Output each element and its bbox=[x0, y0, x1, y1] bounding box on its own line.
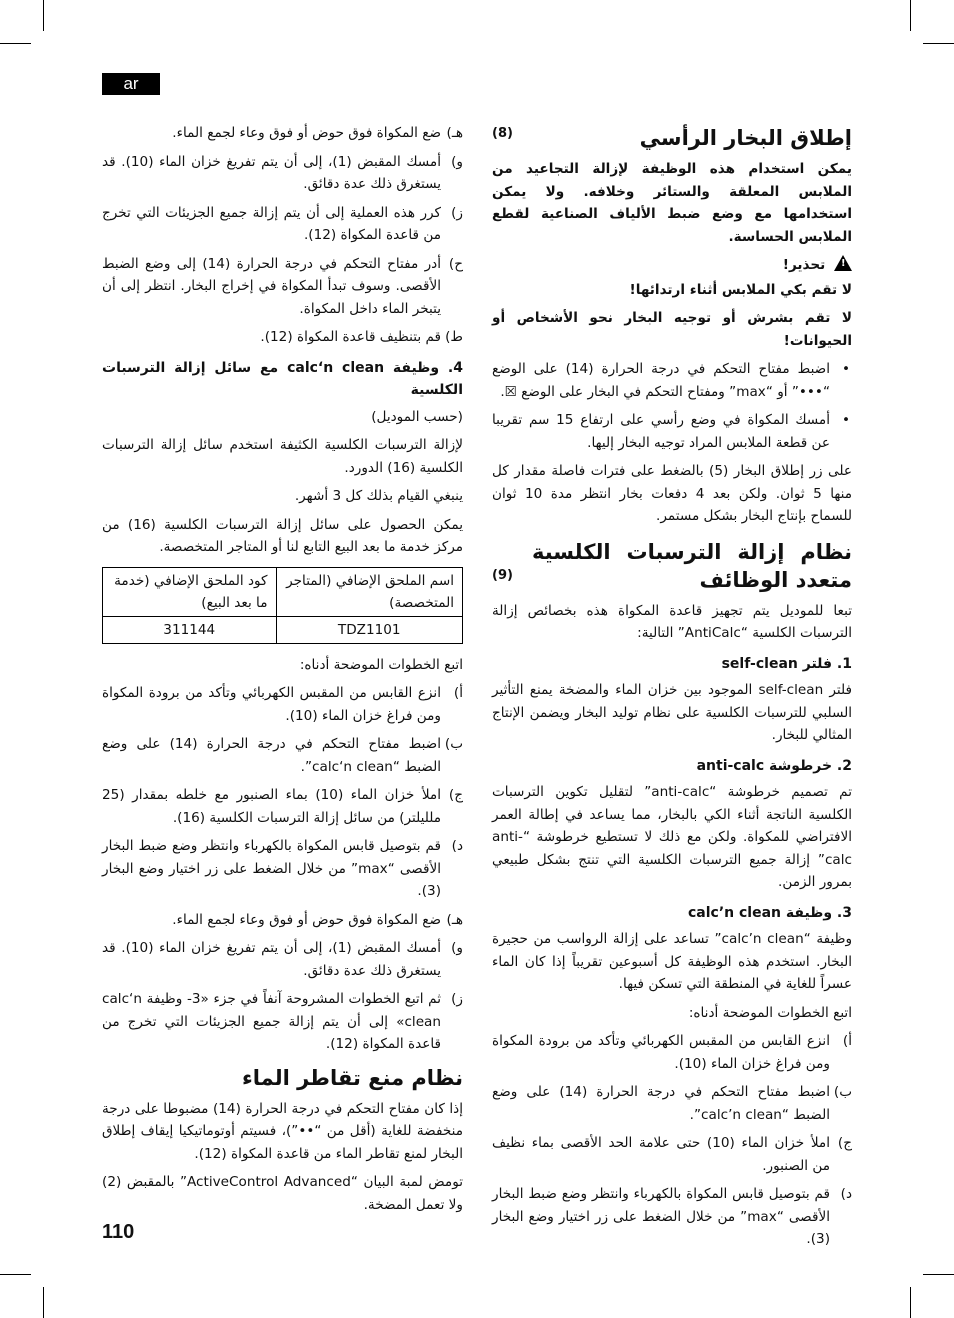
crop-mark bbox=[43, 1287, 44, 1318]
list-marker: أ) bbox=[453, 685, 463, 701]
list-item-text: انزع القابس من المقبس الكهربائي وتأكد من برودة المكواة ومن فراغ خزان الماء (10). bbox=[102, 685, 441, 724]
list-item-text: اضبط مفتاح التحكم في درجة الحرارة (14) على وضع الضبط “calc‘n clean”. bbox=[102, 736, 441, 775]
list-marker: ج) bbox=[448, 787, 463, 803]
list-marker: و) bbox=[451, 940, 463, 956]
list-item-text: قم بتوصيل قابس المكواة بالكهرباء وانتظر وضع ضبط البخار الأقصى “max” من خلال الضغط على زر اختيار وضع البخار (3). bbox=[492, 1186, 830, 1247]
bullet-item: • اضبط مفتاح التحكم في درجة الحرارة (14) على الوضع “•••” أو “max” ومفتاح التحكم في البخار على الوضع ☒. bbox=[492, 358, 852, 403]
function4-paragraph: ينبغي القيام بذلك كل 3 أشهر. bbox=[294, 488, 463, 504]
list-item bbox=[102, 909, 463, 932]
list-marker: ز) bbox=[451, 204, 463, 221]
list-marker: ز) bbox=[451, 991, 463, 1007]
warning-label: تحذير! bbox=[782, 257, 826, 273]
steps-intro: اتبع الخطوات الموضحة أدناه: bbox=[688, 1004, 852, 1021]
list-marker: د) bbox=[451, 838, 463, 854]
crop-mark bbox=[0, 1274, 31, 1275]
list-marker: هـ) bbox=[446, 125, 463, 141]
anticalc-heading: 2. خرطوشة anti-calc bbox=[696, 757, 852, 774]
left-column bbox=[102, 122, 464, 1213]
list-marker: ب) bbox=[444, 736, 463, 752]
crop-mark bbox=[923, 1274, 954, 1275]
accessory-table bbox=[102, 567, 463, 644]
language-tab: ar bbox=[102, 73, 160, 95]
table-header: اسم الملحق الإضافي (المتاجر المتخصصة) bbox=[276, 567, 463, 616]
crop-mark bbox=[0, 43, 31, 44]
calc-title-text: نظام إزالة الترسبات الكلسية متعدد الوظائف bbox=[532, 539, 852, 592]
warning-line-2: لا تقم بشرش أو توجيه البخار نحو الأشخاص أو الحيوانات! bbox=[492, 310, 852, 349]
list-item-text: قم بتوصيل قابس المكواة بالكهرباء وانتظر وضع ضبط البخار الأقصى “max” من خلال الضغط على زر اختيار وضع البخار (3). bbox=[102, 838, 441, 899]
warning-heading bbox=[492, 254, 852, 277]
calcnclean-heading: 3. وظيفة calc’n clean bbox=[687, 904, 852, 921]
steps-intro: اتبع الخطوات الموضحة أدناه: bbox=[299, 656, 463, 673]
warning-triangle-icon bbox=[834, 255, 852, 271]
list-item bbox=[492, 1132, 852, 1177]
bullet-item: • أمسك المكواة في وضع رأسي على ارتفاع 15 سم تقريبا عن قطعة الملابس المراد توجيه البخار إليها. bbox=[492, 409, 852, 454]
list-item-text: ثم اتبع الخطوات المشروحة آنفاً في جزء «3- وظيفة calc‘n clean» إلى أن يتم إزالة جميع الجزيئات التي تخرج من قاعدة المكواة (12). bbox=[102, 991, 441, 1052]
table-header-row bbox=[103, 567, 463, 616]
list-item-text: ضع المكواة فوق حوض أو فوق وعاء لجمع الماء. bbox=[172, 911, 441, 928]
list-item bbox=[102, 253, 463, 321]
list-marker: ط) bbox=[445, 329, 463, 345]
list-item-text: أمسك المقبض (1)، إلى أن يتم تفريغ خزان الماء (10). قد يستغرق ذلك عدة دقائق. bbox=[102, 940, 441, 979]
warning-line-1: لا تقم بكي الملابس أثناء ارتدائها! bbox=[629, 281, 852, 298]
list-item bbox=[102, 784, 463, 829]
list-item bbox=[492, 1183, 852, 1251]
steam-section-title bbox=[492, 124, 852, 152]
steam-intro: يمكن استخدام هذه الوظيفة لإزالة التجاعيد من الملابس المعلقة والستائر وخلافه. ولا يمكن استخدامها مع وضع ضبط الألياف الصناعية لقطع الملابس الحساسة. bbox=[492, 161, 852, 245]
selfclean-heading: 1. فلتر self-clean bbox=[721, 655, 852, 672]
list-item-text: أدر مفتاح التحكم في درجة الحرارة (14) إلى وضع الضبط الأقصى. وسوف تبدأ المكواة في إخراج البخار. انتظر إلى أن يتبخر الماء داخل المكواة. bbox=[102, 255, 441, 317]
function4-paragraph: يمكن الحصول على سائل إزالة الترسبات الكلسية (16) من مركز خدمة ما بعد البيع التابع لنا أو المتاجر المتخصصة. bbox=[102, 516, 463, 555]
list-item bbox=[102, 151, 463, 196]
list-item bbox=[102, 122, 463, 145]
steam-title-text: إطلاق البخار الرأسي bbox=[639, 126, 852, 150]
anti-drip-title: نظام منع تقاطر الماء bbox=[242, 1065, 463, 1090]
anticalc-text: تم تصميم خرطوشة “anti-calc” لتقليل تكوين الترسبات الكلسية الناتجة أثناء الكي بالبخار، مما يساعد في إطالة العمر الافتراضي للمكواة. ولكن مع ذلك لا تستطيع خرطوشة “anti-calc” إزالة جميع الترسبات الكلسية التي تنتج بشكل طبيعي بمرور الزمن. bbox=[492, 784, 852, 890]
list-item bbox=[102, 202, 463, 247]
list-item bbox=[492, 1081, 852, 1126]
anti-drip-paragraph: إذا كان مفتاح التحكم في درجة الحرارة (14) مضبوطا على درجة منخفضة للغاية (أقل من “••”)، فسيتم أوتوماتيكيا إيقاف إطلاق البخار لمنع تقاطر الماء من قاعدة المكواة (12). bbox=[102, 1100, 463, 1162]
list-item-text: اضبط مفتاح التحكم في درجة الحرارة (14) على وضع الضبط “calc’n clean”. bbox=[492, 1084, 830, 1123]
list-marker: هـ) bbox=[446, 911, 463, 928]
function4-subtitle: (حسب الموديل) bbox=[371, 408, 463, 425]
crop-mark bbox=[910, 1287, 911, 1318]
list-item-text: املأ خزان الماء (10) حتى علامة الحد الأقصى بماء نظيف من الصنبور. bbox=[492, 1135, 830, 1174]
list-item-text: أمسك المقبض (1)، إلى أن يتم تفريغ خزان الماء (10). قد يستغرق ذلك عدة دقائق. bbox=[102, 153, 441, 192]
function4-heading: 4. وظيفة calc‘n clean مع سائل إزالة الترسبات الكلسية bbox=[102, 359, 463, 398]
calc-section-title bbox=[492, 538, 852, 594]
list-item-text: ضع المكواة فوق حوض أو فوق وعاء لجمع الماء. bbox=[172, 125, 441, 141]
list-item bbox=[102, 326, 463, 349]
list-item-text: كرر هذه العملية إلى أن يتم إزالة جميع الجزيئات التي تخرج من قاعدة المكواة (12). bbox=[102, 204, 441, 243]
list-marker: و) bbox=[451, 153, 463, 170]
list-item-text: املأ خزان الماء (10) بماء الصنبور مع خلطه بمقدار (25 ملليلتر) من سائل إزالة الترسبات الكلسية (16). bbox=[102, 787, 441, 826]
crop-mark bbox=[910, 0, 911, 31]
list-marker: ح) bbox=[448, 255, 463, 272]
list-item bbox=[102, 835, 463, 903]
table-row bbox=[103, 616, 463, 643]
table-cell: 311144 bbox=[103, 616, 277, 643]
steam-figure-ref: (8) bbox=[492, 126, 513, 141]
list-item-text: قم بتنظيف قاعدة المكواة (12). bbox=[260, 329, 441, 345]
selfclean-text: فلتر self-clean الموجود بين خزان الماء والمضخة يمنع التأثير السلبي للترسبات الكلسية على نظام توليد البخار ويضمن الإنتاج المثالي للبخار. bbox=[492, 682, 852, 743]
list-item bbox=[102, 937, 463, 982]
list-marker: ب) bbox=[833, 1084, 852, 1100]
calc-figure-ref: (9) bbox=[492, 567, 513, 583]
list-marker: ج) bbox=[837, 1135, 852, 1151]
list-marker: أ) bbox=[842, 1033, 852, 1049]
anti-drip-paragraph: تومض لمبة البيان “ActiveControl Advanced” بالمقبض (2) ولا تعمل المضخة. bbox=[102, 1174, 464, 1213]
table-header: كود الملحق الإضافي (خدمة ما بعد البيع) bbox=[103, 567, 277, 616]
right-column bbox=[492, 122, 853, 1247]
list-item-text: انزع القابس من المقبس الكهربائي وتأكد من برودة المكواة ومن فراغ خزان الماء (10). bbox=[492, 1033, 830, 1072]
calcnclean-text: وظيفة “calc’n clean” تساعد على إزالة الرواسب من حجيرة البخار. استخدم هذه الوظيفة كل أسبوعين تقريباً إذا كان الماء عسراً للغاية في المنطقة التي تسكن فيها. bbox=[492, 931, 853, 992]
list-item bbox=[102, 988, 463, 1056]
crop-mark bbox=[43, 0, 44, 31]
list-item bbox=[102, 682, 463, 727]
crop-mark bbox=[923, 43, 954, 44]
function4-paragraph: لإزالة الترسبات الكلسية الكثيفة استخدم سائل إزالة الترسبات الكلسية (16) الدورد. bbox=[102, 437, 463, 476]
steam-paragraph: على زر إطلاق البخار (5) بالضغط على فترات فاصلة مقدار كل منها 5 ثوان. ولكن بعد 4 دفعات بخار انتظر مدة 10 ثوان للسماح بإنتاج البخار بشكل مستمر. bbox=[492, 463, 852, 524]
calc-intro: تبعا للموديل يتم تجهيز قاعدة المكواة هذه بخصائص إزالة الترسبات الكلسية “AntiCalc” التالية: bbox=[492, 602, 852, 641]
table-cell: TDZ1101 bbox=[276, 616, 463, 643]
list-item bbox=[492, 1030, 852, 1075]
list-marker: د) bbox=[840, 1186, 852, 1202]
list-item bbox=[102, 733, 463, 778]
page-number: 110 bbox=[102, 1221, 135, 1243]
